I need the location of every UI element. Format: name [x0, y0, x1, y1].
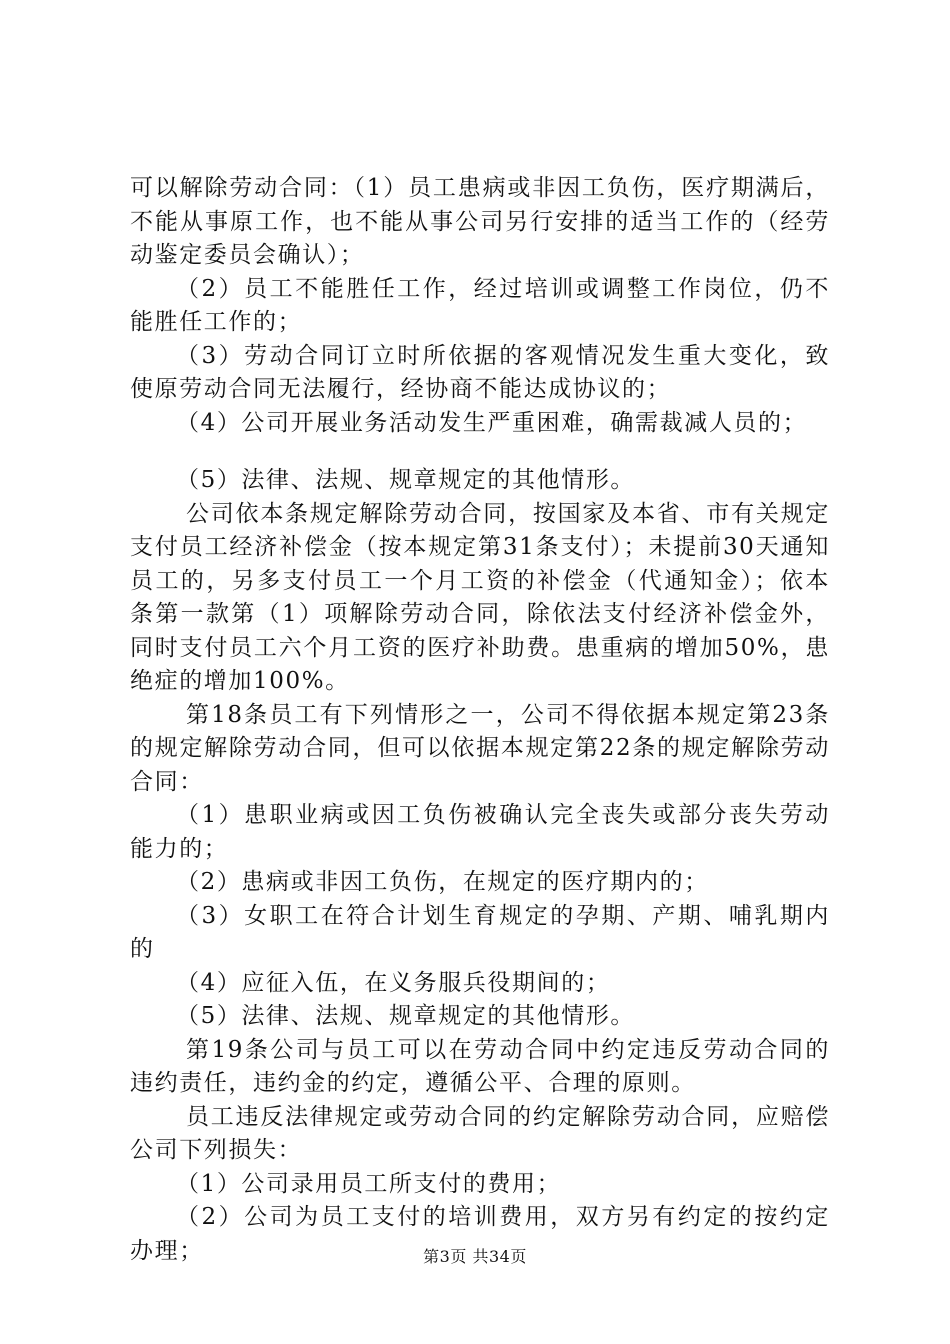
paragraph-art18-item-4: （4）应征入伍，在义务服兵役期间的； — [176, 969, 611, 996]
paragraph-article-19: 第19条公司与员工可以在劳动合同中约定违反劳动合同的违约责任，违约金的约定，遵循公平、合理的原则。 — [130, 1036, 830, 1096]
paragraph-item-5: （5）法律、法规、规章规定的其他情形。 — [176, 467, 636, 493]
page-number: 第3页 — [423, 1247, 467, 1266]
paragraph-damages-item-2: （2）公司为员工支付的培训费用，双方另有约定的按约定办理； — [130, 1204, 830, 1264]
paragraph-breach-damages: 员工违反法律规定或劳动合同的约定解除劳动合同，应赔偿公司下列损失： — [130, 1103, 830, 1163]
paragraph-item-3: （3）劳动合同订立时所依据的客观情况发生重大变化，致使原劳动合同无法履行，经协商不能达成协议的； — [130, 342, 830, 402]
paragraph-art18-item-5: （5）法律、法规、规章规定的其他情形。 — [176, 1003, 636, 1029]
paragraph-damages-item-1: （1）公司录用员工所支付的费用； — [176, 1170, 562, 1197]
paragraph-compensation: 公司依本条规定解除劳动合同，按国家及本省、市有关规定支付员工经济补偿金（按本规定第31条支付）；未提前30天通知员工的，另多支付员工一个月工资的补偿金（代通知金）；依本条第一款第（1）项解除劳动合同，除依法支付经济补偿金外，同时支付员工六个月工资的医疗补助费。患重病的增加50%，患绝症的增加100%。 — [130, 500, 830, 694]
paragraph-dismissal-conditions: 可以解除劳动合同：（1）员工患病或非因工负伤，医疗期满后，不能从事原工作，也不能从事公司另行安排的适当工作的（经劳动鉴定委员会确认）； — [130, 175, 830, 268]
paragraph-article-18: 第18条员工有下列情形之一，公司不得依据本规定第23条的规定解除劳动合同，但可以依据本规定第22条的规定解除劳动合同： — [130, 701, 830, 795]
page-footer — [0, 1244, 950, 1267]
paragraph-art18-item-1: （1）患职业病或因工负伤被确认完全丧失或部分丧失劳动能力的； — [130, 802, 830, 862]
paragraph-item-4: （4）公司开展业务活动发生严重困难，确需裁减人员的； — [176, 409, 808, 436]
document-body — [130, 172, 830, 1268]
paragraph-item-2: （2）员工不能胜任工作，经过培训或调整工作岗位，仍不能胜任工作的； — [130, 275, 830, 335]
paragraph-art18-item-3: （3）女职工在符合计划生育规定的孕期、产期、哺乳期内的 — [130, 902, 830, 962]
page-total: 共34页 — [472, 1247, 527, 1266]
paragraph-art18-item-2: （2）患病或非因工负伤，在规定的医疗期内的； — [176, 869, 709, 895]
